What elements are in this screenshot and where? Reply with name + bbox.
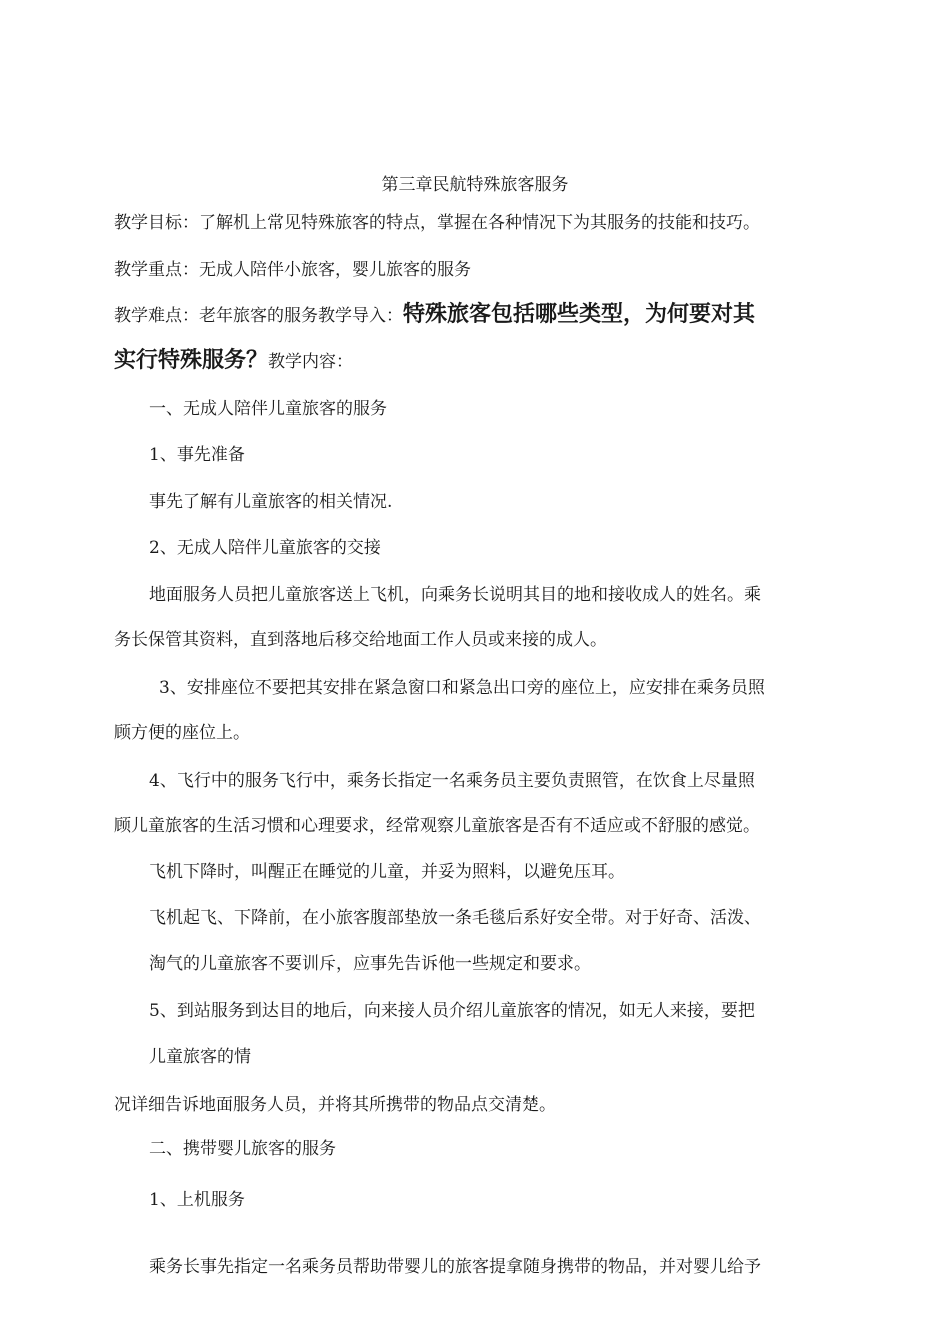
intro-question-part1: 特殊旅客包括哪些类型，为何要对其 — [403, 302, 756, 327]
paragraph-1-1: 事先了解有儿童旅客的相关情况. — [149, 492, 393, 512]
paragraph-1-4-line2: 顾儿童旅客的生活习惯和心理要求，经常观察儿童旅客是否有不适应或不舒服的感觉。 — [114, 816, 760, 836]
teaching-objective: 教学目标：了解机上常见特殊旅客的特点，掌握在各种情况下为其服务的技能和技巧。 — [114, 213, 760, 233]
paragraph-1-7-line3: 况详细告诉地面服务人员，并将其所携带的物品点交清楚。 — [114, 1095, 556, 1115]
paragraph-1-3-line2: 顾方便的座位上。 — [114, 723, 250, 743]
difficulty-text: 教学难点：老年旅客的服务教学导入： — [114, 306, 403, 326]
page-title: 第三章民航特殊旅客服务 — [381, 175, 569, 195]
paragraph-1-7-line1: 5、到站服务到达目的地后，向来接人员介绍儿童旅客的情况，如无人来接，要把 — [149, 1001, 755, 1021]
teaching-difficulty — [114, 304, 755, 327]
paragraph-1-6-line2: 淘气的儿童旅客不要训斥，应事先告诉他一些规定和要求。 — [149, 954, 591, 974]
paragraph-1-2-line2: 务长保管其资料，直到落地后移交给地面工作人员或来接的成人。 — [114, 630, 607, 650]
subheading-1-1: 1、事先准备 — [149, 445, 245, 465]
paragraph-2-1: 乘务长事先指定一名乘务员帮助带婴儿的旅客提拿随身携带的物品，并对婴儿给予 — [149, 1257, 761, 1277]
teaching-content-label: 教学内容： — [268, 352, 354, 372]
paragraph-1-2-line1: 地面服务人员把儿童旅客送上飞机，向乘务长说明其目的地和接收成人的姓名。乘 — [149, 585, 761, 605]
paragraph-1-7-line2: 儿童旅客的情 — [149, 1047, 251, 1067]
subheading-1-2: 2、无成人陪伴儿童旅客的交接 — [149, 538, 381, 558]
section-heading-2: 二、携带婴儿旅客的服务 — [149, 1139, 336, 1159]
subheading-2-1: 1、上机服务 — [149, 1190, 245, 1210]
intro-question-line — [114, 350, 353, 373]
section-heading-1: 一、无成人陪伴儿童旅客的服务 — [149, 399, 387, 419]
paragraph-1-6-line1: 飞机起飞、下降前，在小旅客腹部垫放一条毛毯后系好安全带。对于好奇、活泼、 — [149, 908, 761, 928]
paragraph-1-4-line1: 4、飞行中的服务飞行中，乘务长指定一名乘务员主要负责照管，在饮食上尽量照 — [149, 771, 755, 791]
teaching-key-points: 教学重点：无成人陪伴小旅客，婴儿旅客的服务 — [114, 260, 471, 280]
paragraph-1-5: 飞机下降时，叫醒正在睡觉的儿童，并妥为照料，以避免压耳。 — [149, 862, 625, 882]
intro-question-part2: 实行特殊服务？ — [114, 348, 269, 373]
paragraph-1-3-line1: 3、安排座位不要把其安排在紧急窗口和紧急出口旁的座位上，应安排在乘务员照 — [159, 678, 765, 698]
